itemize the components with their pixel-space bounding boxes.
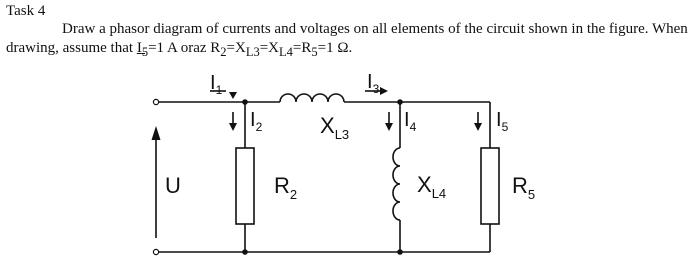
arrow-i3-head xyxy=(380,87,388,95)
arrow-i4-head xyxy=(385,123,393,131)
label-xl4: $X_{L4}$ xyxy=(417,172,447,201)
given-current-symbol: $I_5$ xyxy=(136,40,149,59)
label-r2: $R_2$ xyxy=(274,173,298,202)
statement-text-1: Draw a phasor diagram of currents and voltages on all elements of the circuit shown in the figure. When drawing, assume that xyxy=(6,21,688,56)
label-i1: $I_1$ xyxy=(210,72,223,97)
label-i4: $I_4$ xyxy=(404,109,417,134)
junction-dot xyxy=(242,99,248,105)
resistor-r5 xyxy=(481,148,499,224)
inductor-xl4 xyxy=(393,148,400,220)
label-i5: $I_5$ xyxy=(496,109,509,134)
label-u: U xyxy=(165,173,181,198)
junction-dot xyxy=(242,249,248,255)
label-r5: $R_5$ xyxy=(512,173,536,202)
arrow-i1-head xyxy=(229,92,237,99)
terminal-bottom xyxy=(153,249,158,254)
task-title: Task 4 xyxy=(6,3,46,19)
terminal-top xyxy=(153,99,158,104)
resistor-r2 xyxy=(236,148,254,224)
label-i3: $I_3$ xyxy=(367,71,380,96)
junction-dot xyxy=(397,99,403,105)
label-xl3: $X_{L3}$ xyxy=(320,113,350,142)
junction-dot xyxy=(397,249,403,255)
arrow-i5-head xyxy=(474,123,482,131)
inductor-xl3 xyxy=(280,94,344,102)
label-i2: $I_2$ xyxy=(250,109,263,134)
arrow-i2-head xyxy=(229,123,237,131)
task-statement: Draw a phasor diagram of currents and voltages on all elements of the circuit shown in the figure. When drawing, assume that $I_5=1$ A oraz $R_2=X_{L3}=X_{L4}=R_5=1$ Ω. xyxy=(6,21,688,59)
voltage-arrowhead xyxy=(152,126,161,140)
